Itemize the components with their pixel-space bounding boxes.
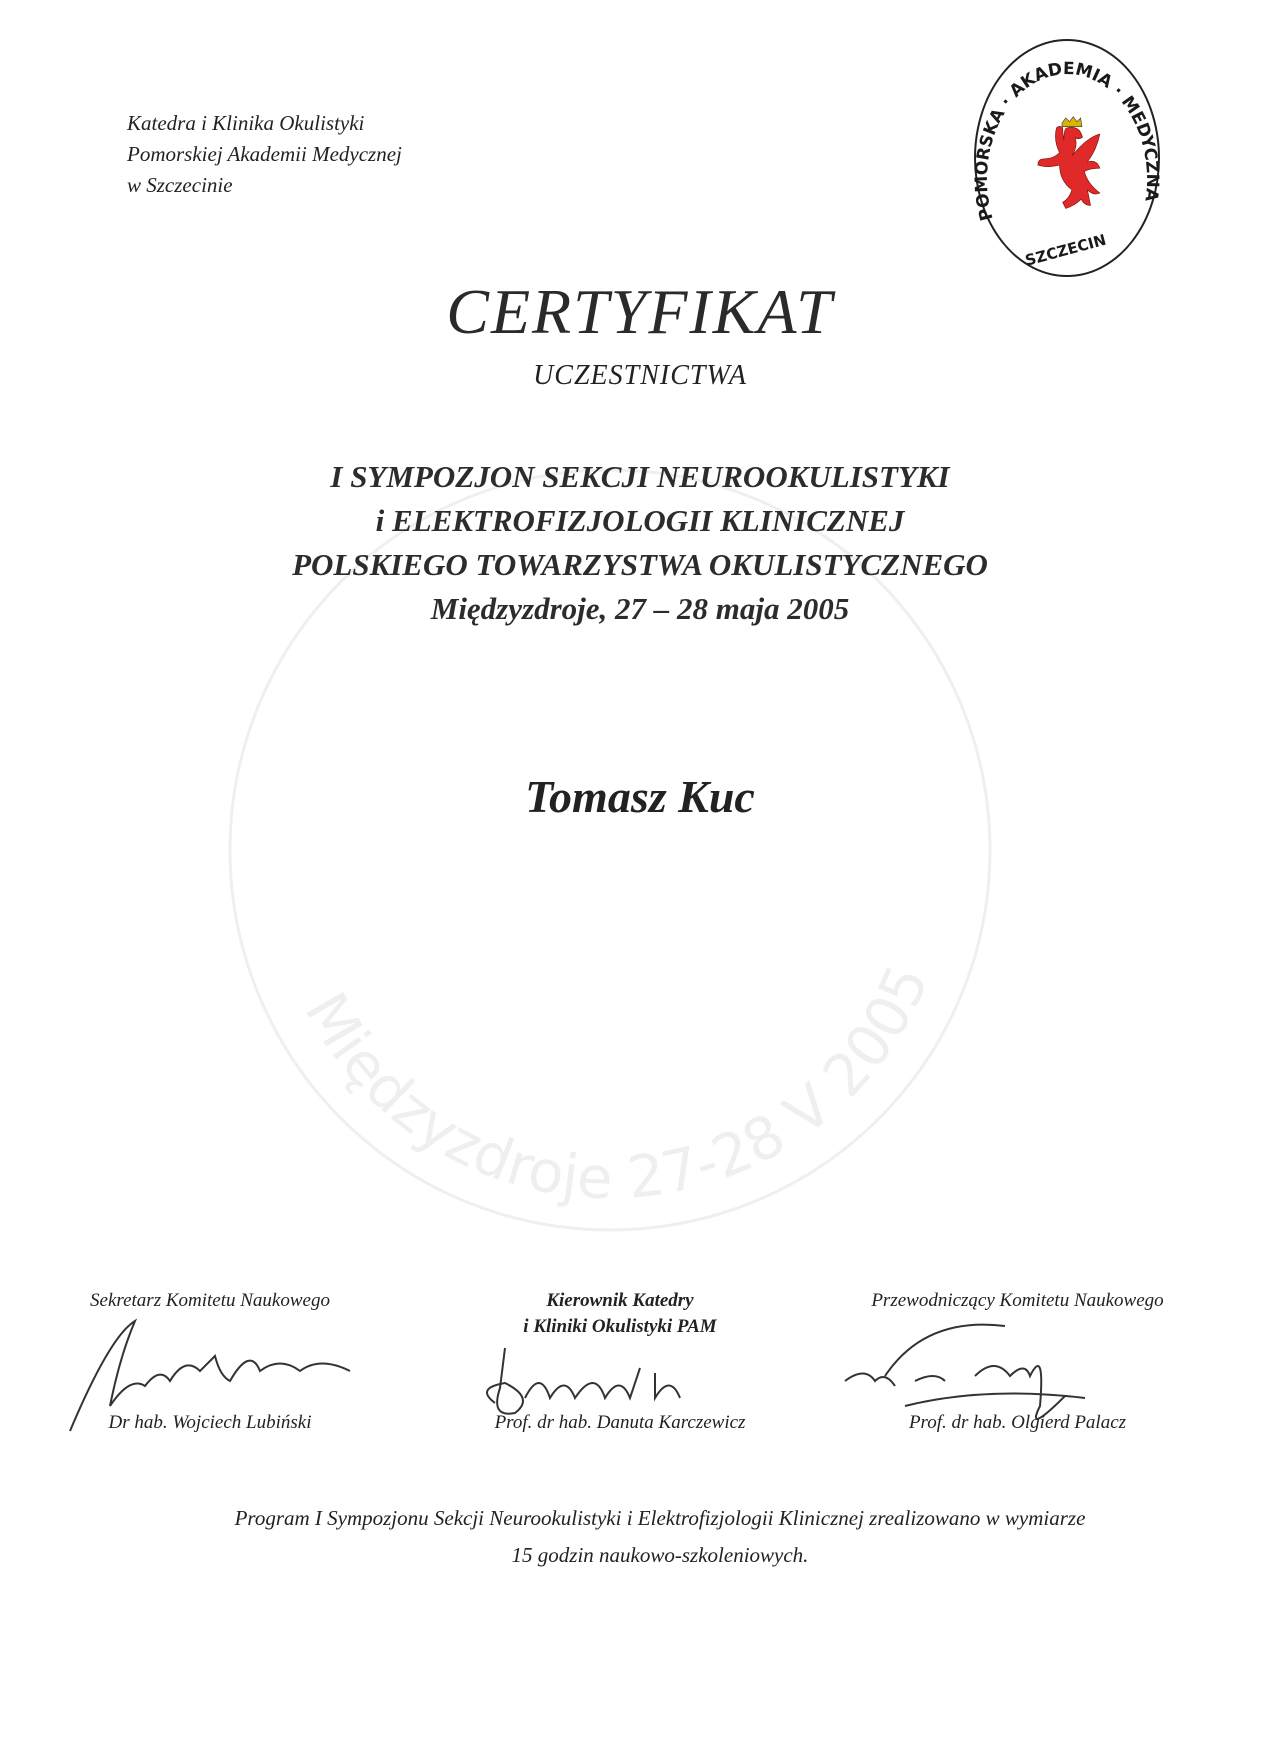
event-line: I SYMPOZJON SEKCJI NEUROOKULISTYKI: [330, 459, 950, 494]
header-line: Pomorskiej Akademii Medycznej: [127, 142, 402, 166]
signatory-role: Sekretarz Komitetu Naukowego: [90, 1290, 330, 1311]
program-note-line: Program I Sympozjonu Sekcji Neurookulistyki i Elektrofizjologii Klinicznej zrealizowano w wymiarze: [234, 1506, 1086, 1530]
university-seal-logo: [972, 30, 1162, 280]
svg-text:SZCZECIN: SZCZECIN: [1023, 230, 1109, 270]
signatory-role: Kierownik Katedry: [546, 1290, 694, 1311]
signature-block-head: [455, 1288, 785, 1433]
program-note-line: 15 godzin naukowo-szkoleniowych.: [511, 1543, 809, 1567]
header-line: w Szczecinie: [127, 173, 233, 197]
signature-block-chairman: [825, 1288, 1210, 1433]
certificate-title: CERTYFIKAT: [446, 276, 834, 347]
certificate-subtitle: UCZESTNICTWA: [533, 360, 747, 391]
signatory-name: Dr hab. Wojciech Lubiński: [108, 1412, 312, 1433]
header-line: Katedra i Klinika Okulistyki: [127, 111, 365, 135]
signature-block-secretary: [50, 1288, 370, 1433]
event-description: [0, 455, 1280, 631]
event-date-place: Międzyzdroje, 27 – 28 maja 2005: [430, 591, 850, 626]
signatory-name: Prof. dr hab. Olgierd Palacz: [908, 1412, 1127, 1433]
signatory-role: Przewodniczący Komitetu Naukowego: [871, 1290, 1164, 1311]
event-line: i ELEKTROFIZJOLOGII KLINICZNEJ: [375, 503, 905, 538]
svg-text:Międzyzdroje 27-28 V 2005: Międzyzdroje 27-28 V 2005: [291, 955, 942, 1213]
svg-text:POMORSKA · AKADEMIA · MEDYCZNA: POMORSKA · AKADEMIA · MEDYCZNA: [972, 59, 1162, 223]
event-line: POLSKIEGO TOWARZYSTWA OKULISTYCZNEGO: [292, 547, 988, 582]
signatory-name: Prof. dr hab. Danuta Karczewicz: [494, 1412, 746, 1433]
griffin-emblem: [1038, 117, 1100, 209]
program-note: [100, 1500, 1220, 1574]
recipient-name: Tomasz Kuc: [525, 771, 755, 822]
institution-header: [127, 108, 402, 201]
signatory-role: i Kliniki Okulistyki PAM: [523, 1316, 717, 1337]
